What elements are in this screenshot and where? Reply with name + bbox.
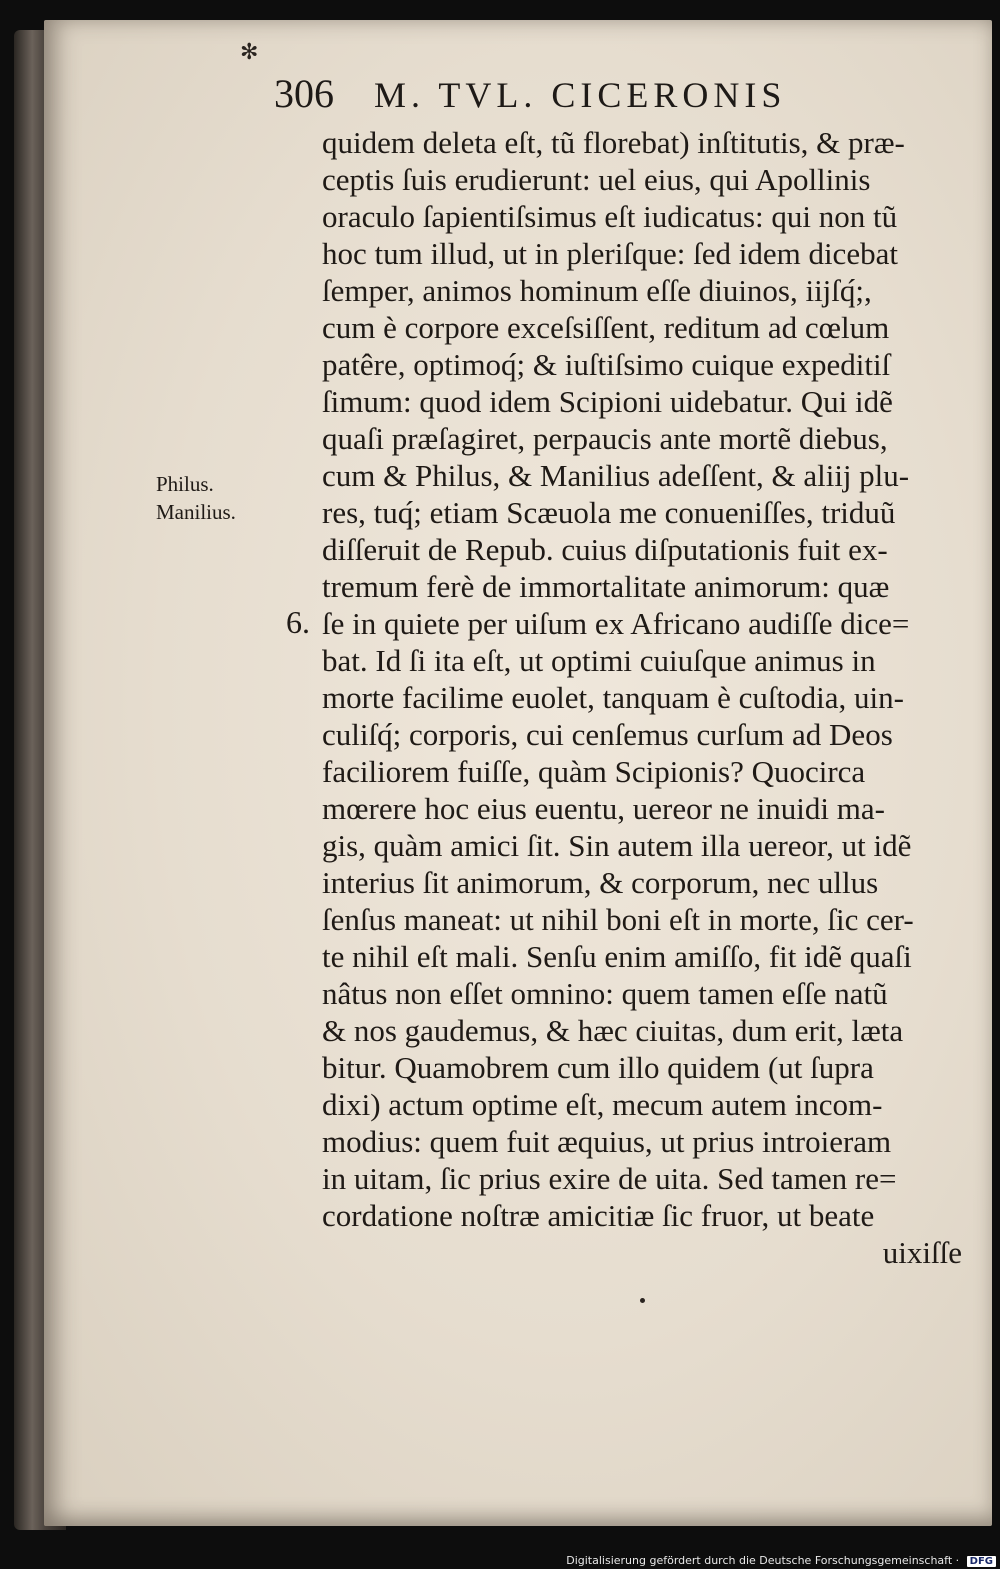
text-line: & nos gaudemus, & hæc ciuitas, dum erit, læta [322,1013,904,1048]
text-line: ſemper, animos hominum eſſe diuinos, iĳſq́;, [322,273,872,308]
text-line: quidem deleta eſt, tũ florebat) inſtitutis, & præ- [322,125,905,160]
text-line: morte facilime euolet, tanquam è cuſtodia, uin- [322,680,904,715]
text-line: res, tuq́; etiam Scæuola me conueniſſes, triduũ [322,495,896,530]
text-line: dixi) actum optime eſt, mecum autem incom- [322,1087,883,1122]
text-line: bitur. Quamobrem cum illo quidem (ut ſupra [322,1050,874,1085]
marginal-note-line: Manilius. [156,500,236,524]
text-line: mœrere hoc eius euentu, uereor ne inuidi ma- [322,791,885,826]
text-line: tremum ferè de immortalitate animorum: quæ [322,569,890,604]
text-line: cum è corpore exceſsiſſent, reditum ad cœlum [322,310,890,345]
text-line: culiſq́; corporis, cui cenſemus curſum ad Deos [322,717,893,752]
ornament-asterisk: ✻ [240,40,259,65]
text-line: faciliorem fuiſſe, quàm Scipionis? Quocirca [322,754,866,789]
text-line: hoc tum illud, ut in pleriſque: ſed idem dicebat [322,236,898,271]
digitization-credit [566,1554,996,1567]
dfg-logo: DFG [967,1556,996,1567]
text-line: ſimum: quod idem Scipioni uidebatur. Qui idẽ [322,384,893,419]
text-line: ſenſus maneat: ut nihil boni eſt in morte, ſic cer- [322,902,914,937]
text-line: gis, quàm amici ſit. Sin autem illa uereor, ut idẽ [322,828,912,863]
text-line: oraculo ſapientiſsimus eſt iudicatus: qui non tũ [322,199,898,234]
body-text [322,124,972,1271]
catchword: uixiſſe [882,1235,962,1270]
text-line: te nihil eſt mali. Senſu enim amiſſo, fit idẽ quaſi [322,939,912,974]
text-line: nâtus non eſſet omnino: quem tamen eſſe natũ [322,976,888,1011]
text-line: ſe in quiete per uiſum ex Africano audiſſe dice= [322,606,910,641]
running-head-title: M. TVL. CICERONIS [374,75,787,115]
text-line: patêre, optimoq́; & iuſtiſsimo cuique expeditiſ [322,347,891,382]
ink-speck [640,1298,645,1303]
text-line: bat. Id ſi ita eſt, ut optimi cuiuſque animus in [322,643,876,678]
marginal-note [156,470,236,526]
running-head [274,70,874,117]
text-line: quaſi præſagiret, perpaucis ante mortẽ diebus, [322,421,888,456]
credit-text: Digitalisierung gefördert durch die Deutsche Forschungsgemeinschaft · [566,1554,960,1567]
text-line: cordatione noſtræ amicitiæ ſic fruor, ut beate [322,1198,875,1233]
text-line: modius: quem fuit æquius, ut prius introieram [322,1124,892,1159]
section-number: 6. [286,604,310,640]
text-line: cum & Philus, & Manilius adeſſent, & aliĳ plu- [322,458,910,493]
text-line: ceptis ſuis erudierunt: uel eius, qui Apollinis [322,162,871,197]
page-number: 306 [274,71,334,116]
text-line: in uitam, ſic prius exire de uita. Sed tamen re= [322,1161,897,1196]
text-line: diſſeruit de Repub. cuius diſputationis fuit ex- [322,532,888,567]
text-line: interius ſit animorum, & corporum, nec ullus [322,865,879,900]
marginal-note-line: Philus. [156,472,214,496]
